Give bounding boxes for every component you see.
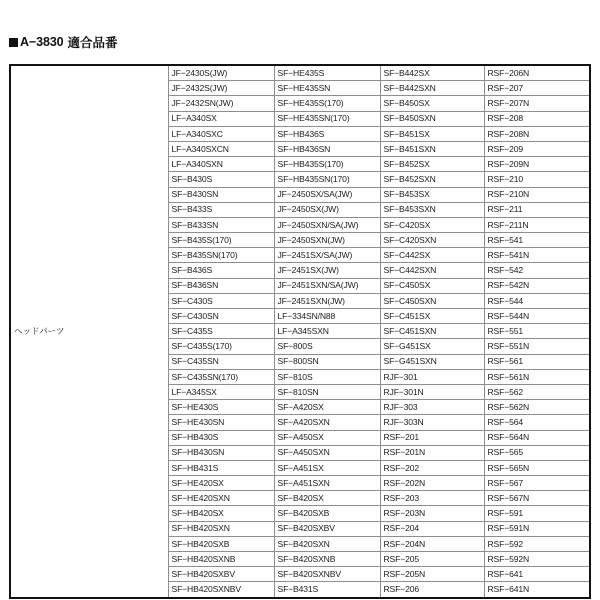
part-number-cell: SF−C420SXN xyxy=(380,233,484,248)
part-number-cell: LF−A345SXN xyxy=(274,324,380,339)
table-body xyxy=(10,65,590,598)
part-number-cell: SF−C450SX xyxy=(380,278,484,293)
part-number-cell: SF−HB436SN xyxy=(274,141,380,156)
part-number-cell: RSF−201 xyxy=(380,430,484,445)
part-number-cell: RSF−592 xyxy=(484,536,590,551)
part-number-cell: SF−C435SN(170) xyxy=(168,369,274,384)
part-number-cell: RSF−562N xyxy=(484,400,590,415)
part-number-cell: RSF−202N xyxy=(380,476,484,491)
part-number-cell: RSF−206 xyxy=(380,582,484,598)
part-number-cell: RSF−565 xyxy=(484,445,590,460)
part-number-cell: RSF−203N xyxy=(380,506,484,521)
filled-square-bullet-icon xyxy=(9,38,18,47)
part-number-cell: RSF−564 xyxy=(484,415,590,430)
part-number-cell: RSF−567N xyxy=(484,491,590,506)
part-number-cell: LF−A340SXCN xyxy=(168,141,274,156)
part-number-cell: RSF−541N xyxy=(484,248,590,263)
part-number-cell: SF−B452SX xyxy=(380,157,484,172)
product-code: A−3830 xyxy=(20,35,64,49)
part-number-cell: SF−B450SXN xyxy=(380,111,484,126)
part-number-cell: SF−HB420SX xyxy=(168,506,274,521)
part-number-cell: RSF−561 xyxy=(484,354,590,369)
part-number-cell: SF−HB436S xyxy=(274,126,380,141)
part-number-cell: JF−2432S(JW) xyxy=(168,81,274,96)
part-number-cell: SF−C430S xyxy=(168,293,274,308)
part-number-cell: RSF−205 xyxy=(380,552,484,567)
part-number-cell: SF−A451SXN xyxy=(274,476,380,491)
part-number-cell: SF−810SN xyxy=(274,384,380,399)
part-number-cell: RJF−301 xyxy=(380,369,484,384)
part-number-cell: SF−C430SN xyxy=(168,309,274,324)
part-number-cell: SF−HB420SXNBV xyxy=(168,582,274,598)
part-number-cell: JF−2450SX(JW) xyxy=(274,202,380,217)
part-number-cell: RSF−591 xyxy=(484,506,590,521)
part-number-cell: SF−B430SN xyxy=(168,187,274,202)
part-number-cell: SF−B450SX xyxy=(380,96,484,111)
part-number-cell: SF−G451SXN xyxy=(380,354,484,369)
category-cell-head-parts: ヘッドパーツ xyxy=(10,65,168,598)
part-number-cell: SF−C435SN xyxy=(168,354,274,369)
part-number-cell: RSF−204N xyxy=(380,536,484,551)
part-number-cell: RSF−201N xyxy=(380,445,484,460)
part-number-cell: SF−G451SX xyxy=(380,339,484,354)
part-number-cell: SF−HB420SXN xyxy=(168,521,274,536)
part-number-cell: SF−B453SXN xyxy=(380,202,484,217)
part-number-cell: LF−A340SXN xyxy=(168,157,274,172)
part-number-cell: JF−2451SXN(JW) xyxy=(274,293,380,308)
part-number-cell: RSF−202 xyxy=(380,460,484,475)
part-number-cell: RJF−301N xyxy=(380,384,484,399)
part-number-cell: SF−B453SX xyxy=(380,187,484,202)
part-number-cell: JF−2451SX/SA(JW) xyxy=(274,248,380,263)
part-number-cell: RSF−209 xyxy=(484,141,590,156)
part-number-cell: SF−C450SXN xyxy=(380,293,484,308)
part-number-cell: JF−2450SXN(JW) xyxy=(274,233,380,248)
table-row xyxy=(10,65,590,81)
title-label: 適合品番 xyxy=(67,36,118,50)
part-number-cell: SF−B442SXN xyxy=(380,81,484,96)
part-number-cell: SF−B420SXNB xyxy=(274,552,380,567)
part-number-cell: SF−810S xyxy=(274,369,380,384)
part-number-cell: SF−C442SXN xyxy=(380,263,484,278)
part-number-cell: RSF−203 xyxy=(380,491,484,506)
part-number-cell: RSF−208 xyxy=(484,111,590,126)
part-number-cell: JF−2451SX(JW) xyxy=(274,263,380,278)
part-number-cell: RSF−551N xyxy=(484,339,590,354)
part-number-cell: SF−B420SXBV xyxy=(274,521,380,536)
part-number-cell: RJF−303 xyxy=(380,400,484,415)
part-number-cell: JF−2451SXN/SA(JW) xyxy=(274,278,380,293)
part-number-cell: RSF−208N xyxy=(484,126,590,141)
part-number-cell: RSF−641 xyxy=(484,567,590,582)
part-number-cell: JF−2450SX/SA(JW) xyxy=(274,187,380,202)
part-number-cell: SF−A420SX xyxy=(274,400,380,415)
part-number-cell: JF−2432SN(JW) xyxy=(168,96,274,111)
part-number-cell: SF−HE435S xyxy=(274,65,380,81)
part-number-cell: RJF−303N xyxy=(380,415,484,430)
part-number-cell: SF−A450SX xyxy=(274,430,380,445)
part-number-cell: LF−A340SX xyxy=(168,111,274,126)
part-number-cell: SF−C435S xyxy=(168,324,274,339)
part-number-cell: SF−B451SX xyxy=(380,126,484,141)
part-number-cell: RSF−542N xyxy=(484,278,590,293)
part-number-cell: RSF−641N xyxy=(484,582,590,598)
part-number-cell: RSF−207N xyxy=(484,96,590,111)
part-number-cell: SF−B431S xyxy=(274,582,380,598)
part-number-cell: RSF−541 xyxy=(484,233,590,248)
part-number-cell: SF−B435S(170) xyxy=(168,233,274,248)
part-number-cell: SF−C435S(170) xyxy=(168,339,274,354)
part-number-cell: RSF−564N xyxy=(484,430,590,445)
part-number-cell: RSF−207 xyxy=(484,81,590,96)
part-number-cell: SF−B420SXN xyxy=(274,536,380,551)
part-number-cell: RSF−210N xyxy=(484,187,590,202)
part-number-cell: SF−B436SN xyxy=(168,278,274,293)
part-number-cell: SF−C451SX xyxy=(380,309,484,324)
part-number-cell: SF−800S xyxy=(274,339,380,354)
part-number-cell: SF−B420SX xyxy=(274,491,380,506)
part-number-cell: RSF−551 xyxy=(484,324,590,339)
part-number-cell: SF−B433S xyxy=(168,202,274,217)
part-number-cell: SF−B435SN(170) xyxy=(168,248,274,263)
part-number-cell: SF−HB420SXNB xyxy=(168,552,274,567)
part-number-cell: SF−HE435S(170) xyxy=(274,96,380,111)
part-number-cell: SF−B436S xyxy=(168,263,274,278)
part-number-cell: JF−2450SXN/SA(JW) xyxy=(274,217,380,232)
part-number-cell: RSF−205N xyxy=(380,567,484,582)
part-number-cell: SF−A451SX xyxy=(274,460,380,475)
compatible-parts-table xyxy=(9,64,591,599)
part-number-cell: RSF−592N xyxy=(484,552,590,567)
part-number-cell: RSF−210 xyxy=(484,172,590,187)
part-number-cell: SF−C451SXN xyxy=(380,324,484,339)
part-number-cell: RSF−209N xyxy=(484,157,590,172)
part-number-cell: SF−HB430SN xyxy=(168,445,274,460)
part-number-cell: RSF−211 xyxy=(484,202,590,217)
part-number-cell: SF−HB431S xyxy=(168,460,274,475)
part-number-cell: SF−B420SXB xyxy=(274,506,380,521)
part-number-cell: LF−A345SX xyxy=(168,384,274,399)
page-title xyxy=(9,32,118,52)
part-number-cell: SF−HB420SXBV xyxy=(168,567,274,582)
part-number-cell: SF−HE430S xyxy=(168,400,274,415)
part-number-cell: SF−A450SXN xyxy=(274,445,380,460)
part-number-cell: SF−HB430S xyxy=(168,430,274,445)
part-number-cell: SF−C442SX xyxy=(380,248,484,263)
part-number-cell: SF−HB420SXB xyxy=(168,536,274,551)
part-number-cell: SF−800SN xyxy=(274,354,380,369)
part-number-cell: SF−HE435SN(170) xyxy=(274,111,380,126)
part-number-cell: RSF−206N xyxy=(484,65,590,81)
part-number-cell: RSF−542 xyxy=(484,263,590,278)
part-number-cell: SF−B452SXN xyxy=(380,172,484,187)
part-number-cell: SF−HE435SN xyxy=(274,81,380,96)
part-number-cell: RSF−544 xyxy=(484,293,590,308)
part-number-cell: LF−A340SXC xyxy=(168,126,274,141)
part-number-cell: SF−C420SX xyxy=(380,217,484,232)
part-number-cell: SF−B420SXNBV xyxy=(274,567,380,582)
part-number-cell: LF−334SN/N88 xyxy=(274,309,380,324)
part-number-cell: SF−B430S xyxy=(168,172,274,187)
part-number-cell: RSF−561N xyxy=(484,369,590,384)
part-number-cell: SF−HE430SN xyxy=(168,415,274,430)
part-number-cell: RSF−591N xyxy=(484,521,590,536)
part-number-cell: SF−HE420SXN xyxy=(168,491,274,506)
part-number-cell: SF−HB435S(170) xyxy=(274,157,380,172)
part-number-cell: SF−B433SN xyxy=(168,217,274,232)
part-number-cell: RSF−565N xyxy=(484,460,590,475)
part-number-cell: JF−2430S(JW) xyxy=(168,65,274,81)
part-number-cell: RSF−544N xyxy=(484,309,590,324)
part-number-cell: SF−HB435SN(170) xyxy=(274,172,380,187)
part-number-cell: RSF−562 xyxy=(484,384,590,399)
part-number-cell: SF−B451SXN xyxy=(380,141,484,156)
part-number-cell: SF−B442SX xyxy=(380,65,484,81)
part-number-cell: RSF−211N xyxy=(484,217,590,232)
part-number-cell: RSF−204 xyxy=(380,521,484,536)
part-number-cell: SF−HE420SX xyxy=(168,476,274,491)
part-number-cell: RSF−567 xyxy=(484,476,590,491)
part-number-cell: SF−A420SXN xyxy=(274,415,380,430)
